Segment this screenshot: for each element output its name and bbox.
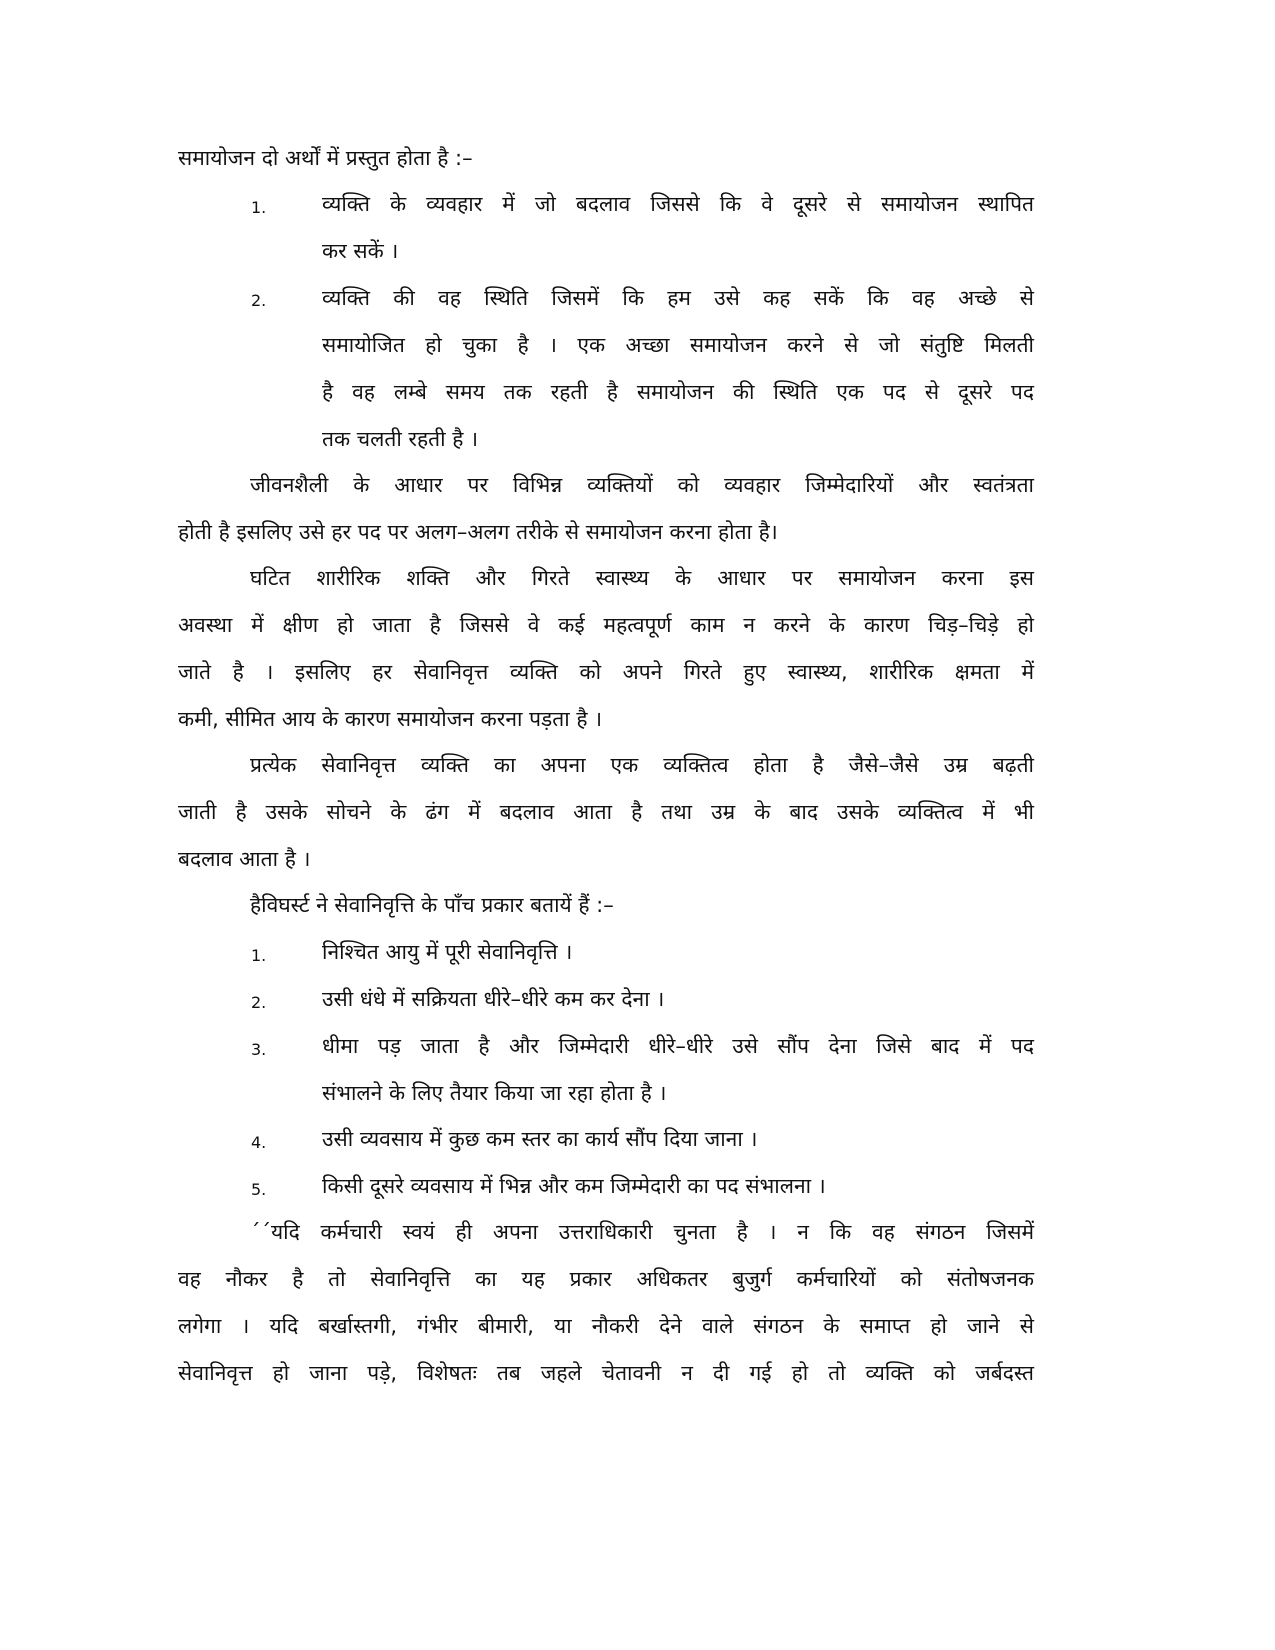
list-item-line: धीमा पड़ जाता है और जिम्मेदारी धीरे–धीरे उसे सौंप देना जिसे बाद में पद [322, 1034, 1034, 1058]
list-item-line: व्यक्ति की वह स्थिति जिसमें कि हम उसे कह सकें कि वह अच्छे से [322, 286, 1034, 310]
paragraph-line: होती है इसलिए उसे हर पद पर अलग–अलग तरीके से समायोजन करना होता है। [178, 520, 778, 544]
paragraph-line: अवस्था में क्षीण हो जाता है जिससे वे कई महत्वपूर्ण काम न करने के कारण चिड़–चिड़े हो [178, 613, 1034, 637]
list-item-number: 1. [251, 946, 267, 965]
paragraph-line: हैविघर्स्ट ने सेवानिवृत्ति के पाँच प्रकार बतायें हैं :– [250, 893, 614, 917]
list-item-number: 3. [251, 1040, 267, 1059]
list-item-line: तक चलती रहती है । [322, 427, 479, 451]
paragraph-line: जीवनशैली के आधार पर विभिन्न व्यक्तियों को व्यवहार जिम्मेदारियों और स्वतंत्रता [250, 473, 1034, 497]
list-item-line: संभालने के लिए तैयार किया जा रहा होता है । [322, 1081, 667, 1105]
list-item-line: उसी व्यवसाय में कुछ कम स्तर का कार्य सौंप दिया जाना । [322, 1127, 758, 1151]
list-item-line: निश्चित आयु में पूरी सेवानिवृत्ति । [322, 940, 573, 964]
paragraph-line: बदलाव आता है । [178, 847, 311, 871]
paragraph-line: प्रत्येक सेवानिवृत्त व्यक्ति का अपना एक व्यक्तित्व होता है जैसे–जैसे उम्र बढ़ती [250, 753, 1034, 777]
list-item-line: है वह लम्बे समय तक रहती है समायोजन की स्थिति एक पद से दूसरे पद [322, 380, 1034, 404]
list-item-number: 1. [251, 198, 267, 217]
list-item-line: व्यक्ति के व्यवहार में जो बदलाव जिससे कि वे दूसरे से समायोजन स्थापित [322, 192, 1034, 216]
list-item-line: उसी धंधे में सक्रियता धीरे–धीरे कम कर देना । [322, 987, 665, 1011]
paragraph-line: सेवानिवृत्त हो जाना पड़े, विशेषतः तब जहले चेतावनी न दी गई हो तो व्यक्ति को जर्बदस्त [178, 1361, 1034, 1385]
paragraph-line: जाते है । इसलिए हर सेवानिवृत्त व्यक्ति को अपने गिरते हुए स्वास्थ्य, शारीरिक क्षमता में [178, 660, 1034, 684]
paragraph-line: वह नौकर है तो सेवानिवृत्ति का यह प्रकार अधिकतर बुजुर्ग कर्मचारियों को संतोषजनक [178, 1267, 1034, 1291]
list-item-line: किसी दूसरे व्यवसाय में भिन्न और कम जिम्मेदारी का पद संभालना । [322, 1174, 826, 1198]
paragraph-line: घटित शारीरिक शक्ति और गिरते स्वास्थ्य के आधार पर समायोजन करना इस [250, 566, 1034, 590]
list-item-number: 5. [251, 1180, 267, 1199]
list-item-number: 2. [251, 291, 267, 310]
paragraph-line: लगेगा । यदि बर्खास्तगी, गंभीर बीमारी, या नौकरी देने वाले संगठन के समाप्त हो जाने से [178, 1314, 1034, 1338]
list-item-number: 4. [251, 1133, 267, 1152]
paragraph-line: ´´यदि कर्मचारी स्वयं ही अपना उत्तराधिकारी चुनता है । न कि वह संगठन जिसमें [250, 1220, 1034, 1244]
paragraph-line: कमी, सीमित आय के कारण समायोजन करना पड़ता है । [178, 707, 603, 731]
paragraph-line: जाती है उसके सोचने के ढंग में बदलाव आता है तथा उम्र के बाद उसके व्यक्तित्व में भी [178, 800, 1034, 824]
list-item-number: 2. [251, 993, 267, 1012]
intro-line: समायोजन दो अर्थों में प्रस्तुत होता है :– [178, 146, 473, 170]
list-item-line: कर सकें । [322, 239, 399, 263]
list-item-line: समायोजित हो चुका है । एक अच्छा समायोजन करने से जो संतुष्टि मिलती [322, 333, 1034, 357]
